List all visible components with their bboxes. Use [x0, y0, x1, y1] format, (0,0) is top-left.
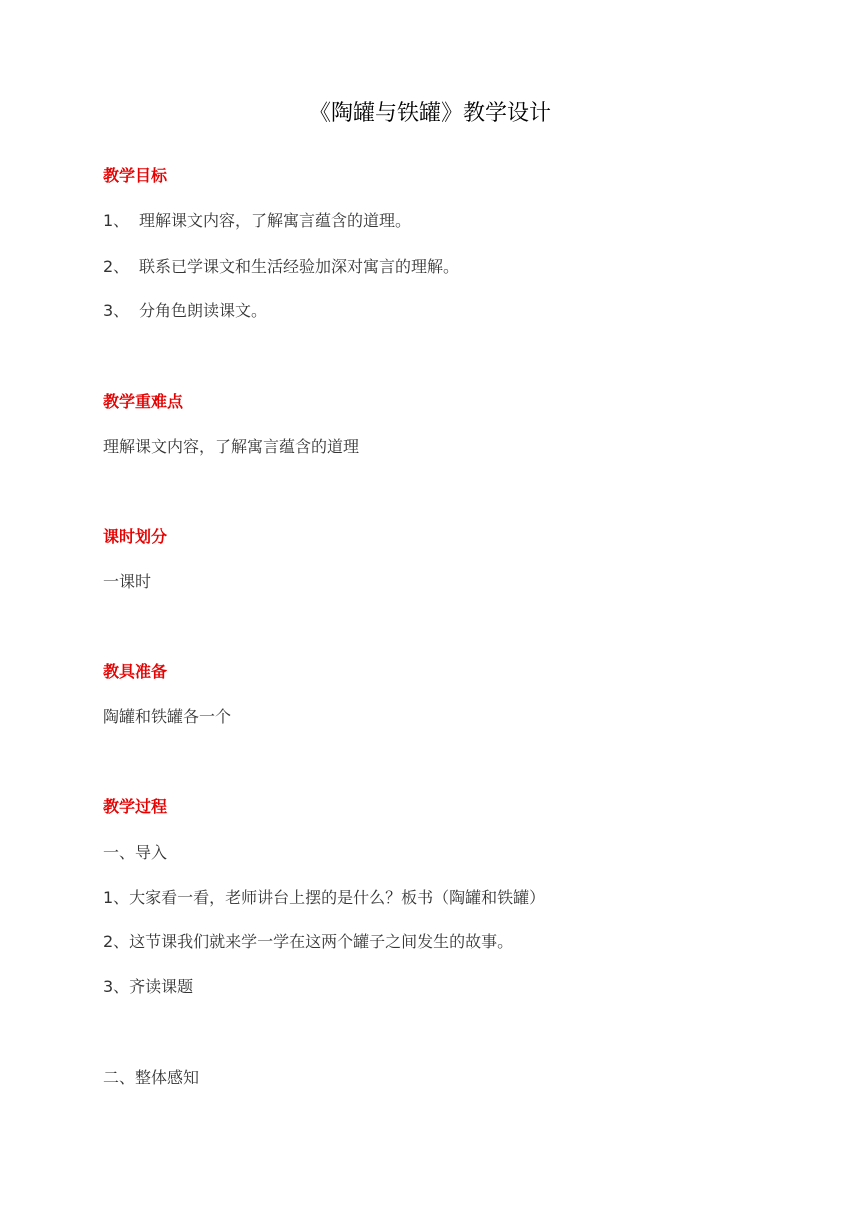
goal-item-text: 分角色朗读课文。: [139, 301, 268, 320]
goal-item-1: [103, 210, 411, 232]
class-periods-text: 一课时: [103, 572, 152, 591]
teaching-materials-text: 陶罐和铁罐各一个: [103, 707, 232, 726]
goal-item-2: [103, 256, 459, 278]
heading-teaching-goals: 教学目标: [103, 166, 168, 185]
process-part-intro-title: 一、导入: [103, 843, 168, 862]
process-intro-item-3: 3、齐读课题: [103, 977, 194, 996]
key-points-text: 理解课文内容，了解寓言蕴含的道理: [103, 437, 360, 456]
goal-item-number: 2、: [103, 257, 130, 276]
goal-item-text: 理解课文内容，了解寓言蕴含的道理。: [139, 211, 412, 230]
goal-item-number: 3、: [103, 301, 130, 320]
goal-item-3: [103, 300, 267, 322]
heading-teaching-materials: 教具准备: [103, 662, 168, 681]
process-intro-item-2: 2、这节课我们就来学一学在这两个罐子之间发生的故事。: [103, 932, 514, 951]
heading-key-points: 教学重难点: [103, 392, 184, 411]
process-intro-item-1: 1、大家看一看，老师讲台上摆的是什么？板书（陶罐和铁罐）: [103, 888, 546, 907]
heading-teaching-process: 教学过程: [103, 797, 168, 816]
heading-class-periods: 课时划分: [103, 527, 168, 546]
goal-item-text: 联系已学课文和生活经验加深对寓言的理解。: [139, 257, 460, 276]
process-part-overview-title: 二、整体感知: [103, 1068, 200, 1087]
goal-item-number: 1、: [103, 211, 130, 230]
document-title: 《陶罐与铁罐》教学设计: [308, 101, 551, 126]
